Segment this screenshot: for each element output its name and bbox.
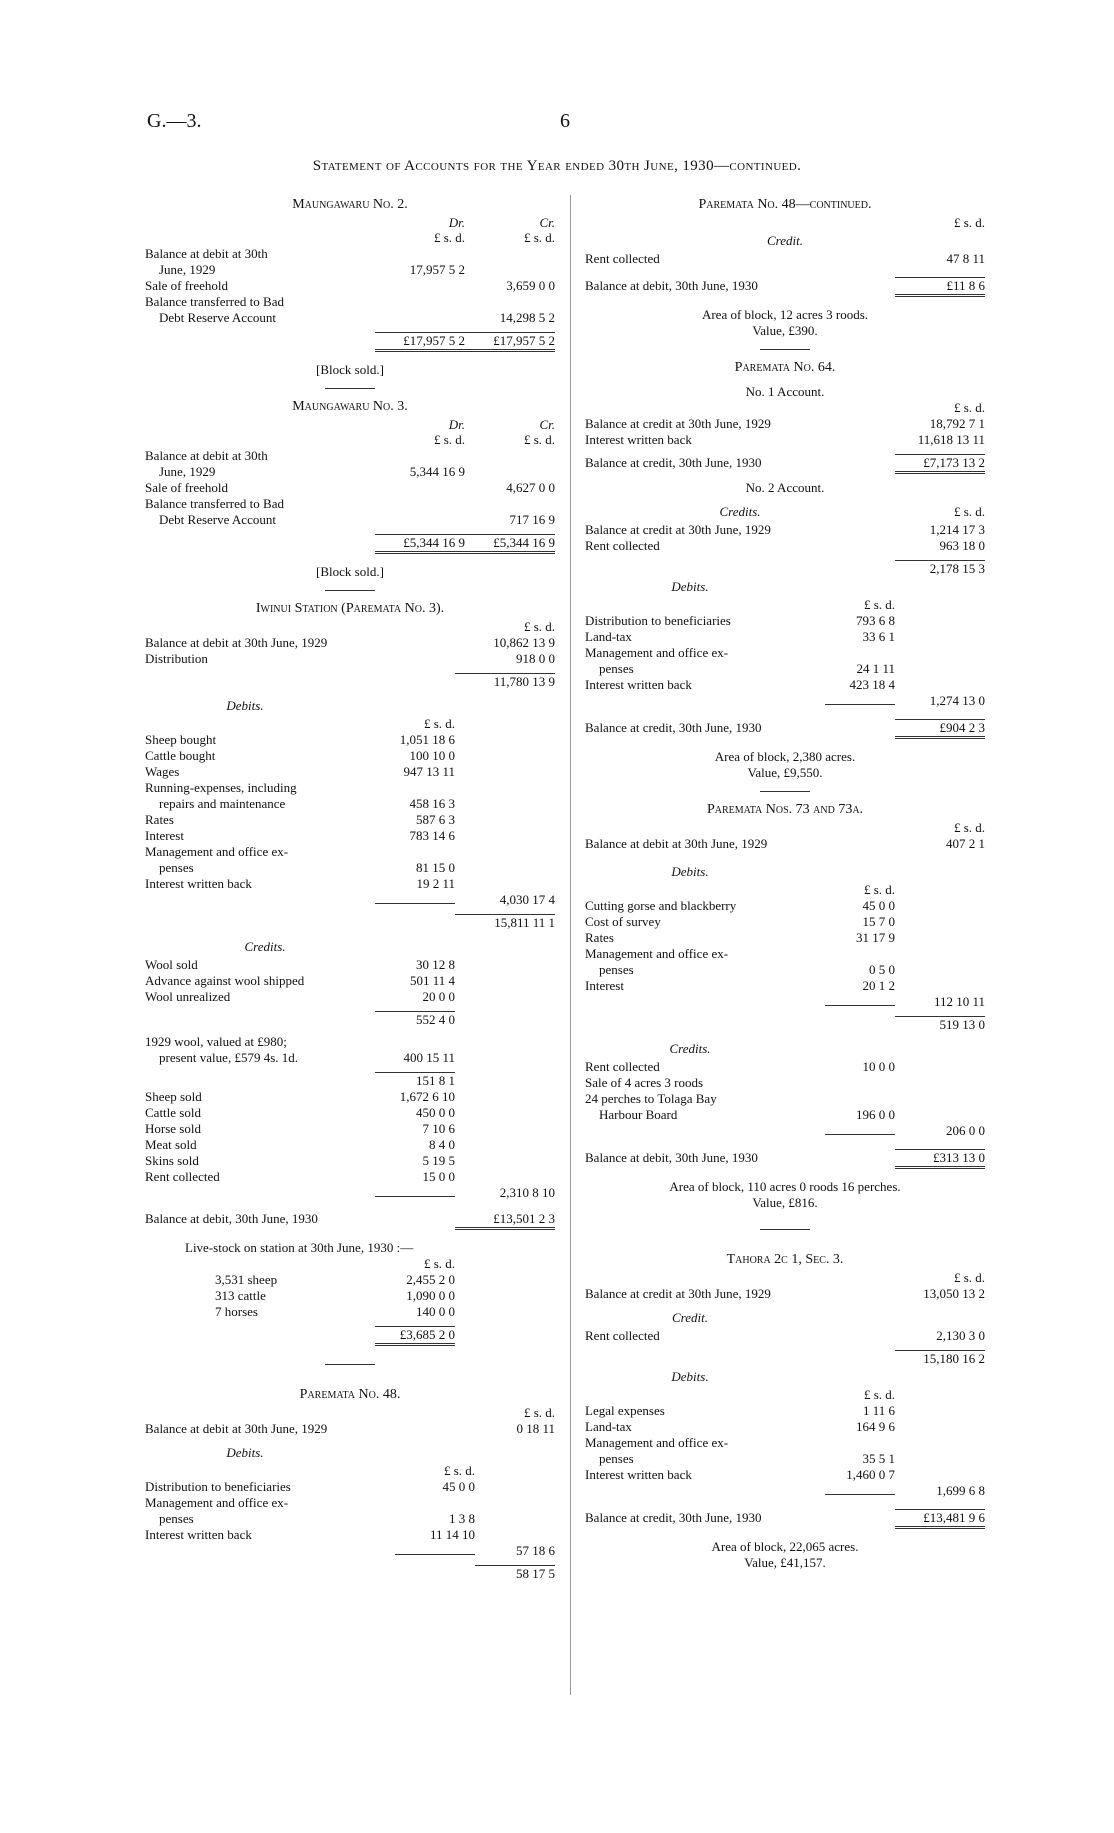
separator	[760, 349, 810, 350]
amount: 783 14 6	[409, 828, 455, 843]
row-label: Wages	[145, 764, 180, 779]
account-heading: No. 1 Account.	[745, 384, 825, 399]
row-label: Management and office ex-	[585, 645, 729, 660]
cr-heading: Cr.	[539, 417, 555, 432]
amount: 20 1 2	[862, 978, 895, 993]
subtotal: 57 18 6	[516, 1543, 555, 1558]
row-label: Interest written back	[145, 876, 252, 891]
credits-heading: Credits.	[669, 1041, 711, 1056]
row-label: Land-tax	[585, 629, 632, 644]
row-label: Meat sold	[145, 1137, 197, 1152]
ledger-row	[145, 732, 555, 748]
separator	[325, 590, 375, 591]
amount: 45 0 0	[442, 1479, 475, 1494]
currency-heading: £ s. d.	[863, 882, 895, 897]
row-label: Interest written back	[145, 1527, 252, 1542]
row-label: Distribution	[145, 651, 208, 666]
section-title: Maungawaru No. 3.	[292, 399, 408, 414]
page-number: 6	[560, 110, 570, 132]
livestock-list	[145, 1272, 555, 1320]
ledger-row	[145, 973, 555, 989]
credits-list	[145, 1089, 555, 1185]
amount: 2,455 2 0	[406, 1272, 455, 1287]
amount: 15 7 0	[862, 914, 895, 929]
row-label: Advance against wool shipped	[145, 973, 305, 988]
ledger-row	[145, 1089, 555, 1105]
amount: 400 15 11	[403, 1050, 455, 1065]
subtotal: 519 13 0	[895, 1016, 985, 1033]
amount: 10 0 0	[862, 1059, 895, 1074]
amount: 423 18 4	[849, 677, 895, 692]
currency-heading: £ s. d.	[523, 432, 555, 447]
amount: 1,672 6 10	[399, 1089, 455, 1104]
ledger-row	[585, 978, 985, 994]
row-label: Management and office ex-	[145, 1495, 289, 1510]
row-label: Cattle sold	[145, 1105, 201, 1120]
subtotal: 58 17 5	[475, 1565, 555, 1582]
amount: 587 6 3	[416, 812, 455, 827]
ledger-row	[585, 1419, 985, 1435]
column-divider	[570, 195, 571, 1695]
credits-heading: Credits.	[244, 939, 286, 954]
paremata-48-continued-section	[585, 197, 985, 350]
debits-list	[585, 613, 985, 693]
row-label: penses	[159, 1511, 194, 1526]
amount: 164 9 6	[856, 1419, 895, 1434]
row-label: Rates	[145, 812, 174, 827]
block-note: [Block sold.]	[316, 564, 384, 579]
ledger-row	[585, 1075, 985, 1091]
row-label: 24 perches to Tolaga Bay	[585, 1091, 717, 1106]
currency-heading: £ s. d.	[423, 716, 455, 731]
row-label: Management and office ex-	[585, 946, 729, 961]
amount: 501 11 4	[409, 973, 455, 988]
page-title: Statement of Accounts for the Year ended 30th June, 1930—continued.	[312, 158, 802, 174]
section-title: Tahora 2c 1, Sec. 3.	[726, 1252, 844, 1267]
row-label: Rent collected	[585, 538, 660, 553]
block-value: Value, £390.	[752, 323, 818, 338]
amount: 24 1 11	[856, 661, 895, 676]
amount: 47 8 11	[946, 251, 985, 266]
subtotal: 2,310 8 10	[499, 1185, 555, 1200]
amount: 0 18 11	[516, 1421, 555, 1436]
row-label: Balance at debit, 30th June, 1930	[585, 278, 758, 293]
closing-balance: £11 8 6	[895, 277, 985, 297]
row-label: Interest written back	[585, 432, 692, 447]
row-label: Balance at debit at 30th June, 1929	[145, 635, 328, 650]
row-label: Cattle bought	[145, 748, 216, 763]
closing-balance: £904 2 3	[895, 719, 985, 739]
credit-heading: Credit.	[767, 233, 803, 248]
row-label: Sale of 4 acres 3 roods	[585, 1075, 704, 1090]
ledger-row	[145, 957, 555, 973]
block-note: [Block sold.]	[316, 362, 384, 377]
ledger-row	[145, 780, 555, 796]
row-label: Interest	[585, 978, 624, 993]
debits-heading: Debits.	[226, 1445, 264, 1460]
row-label: Balance at credit at 30th June, 1929	[585, 522, 771, 537]
document-reference: G.—3.	[147, 110, 202, 132]
amount: 407 2 1	[946, 836, 985, 851]
ledger-row	[585, 645, 985, 661]
subtotal: 206 0 0	[946, 1123, 985, 1138]
ledger-row	[585, 898, 985, 914]
currency-heading: £ s. d.	[523, 1405, 555, 1420]
amount: 450 0 0	[416, 1105, 455, 1120]
subtotal: 15,811 11 1	[455, 914, 555, 931]
livestock-heading: Live-stock on station at 30th June, 1930 :—	[185, 1240, 414, 1255]
ledger-row	[145, 989, 555, 1005]
row-label: Balance at credit, 30th June, 1930	[585, 720, 762, 735]
amount: 17,957 5 2	[409, 262, 465, 277]
amount: 196 0 0	[856, 1107, 895, 1122]
row-label: 7 horses	[215, 1304, 258, 1319]
ledger-row	[585, 1451, 985, 1467]
ledger-row	[145, 1121, 555, 1137]
debits-heading: Debits.	[671, 579, 709, 594]
amount: 947 13 11	[403, 764, 455, 779]
section-title: Iwinui Station (Paremata No. 3).	[255, 601, 445, 616]
amount: 1,090 0 0	[406, 1288, 455, 1303]
paremata-73-section	[585, 802, 985, 1230]
amount: 1,214 17 3	[929, 522, 985, 537]
ledger-row	[145, 1304, 555, 1320]
maungawaru-3-section	[145, 399, 555, 591]
subtotal: 1,699 6 8	[936, 1483, 985, 1498]
row-label: Rent collected	[585, 251, 660, 266]
credit-heading: Credit.	[672, 1310, 708, 1325]
amount: 11 14 10	[429, 1527, 475, 1542]
row-label: Debt Reserve Account	[159, 512, 276, 527]
tahora-section	[585, 1240, 985, 1571]
ledger-row	[585, 914, 985, 930]
row-label: Wool unrealized	[145, 989, 231, 1004]
amount: 31 17 9	[856, 930, 895, 945]
total-amount: £5,344 16 9	[465, 534, 555, 554]
row-label: Balance at debit, 30th June, 1930	[585, 1150, 758, 1165]
currency-heading: £ s. d.	[953, 400, 985, 415]
amount: 3,659 0 0	[506, 278, 555, 293]
amount: 2,130 3 0	[936, 1328, 985, 1343]
section-title: Paremata No. 48.	[299, 1387, 401, 1402]
ledger-row	[585, 661, 985, 677]
debits-list	[585, 898, 985, 994]
amount: 5 19 5	[422, 1153, 455, 1168]
amount: 13,050 13 2	[923, 1286, 985, 1301]
row-label: Balance transferred to Bad	[145, 496, 284, 511]
credits-list	[145, 957, 555, 1005]
amount: 1,460 0 7	[846, 1467, 895, 1482]
amount: 963 18 0	[939, 538, 985, 553]
section-title: Paremata Nos. 73 and 73a.	[706, 802, 864, 817]
row-label: present value, £579 4s. 1d.	[159, 1050, 299, 1065]
block-area: Area of block, 22,065 acres.	[711, 1539, 859, 1554]
amount: 14,298 5 2	[499, 310, 555, 325]
row-label: penses	[599, 962, 634, 977]
maungawaru-2-section	[145, 197, 555, 389]
row-label: Balance at credit at 30th June, 1929	[585, 416, 771, 431]
amount: 15 0 0	[422, 1169, 455, 1184]
ledger-row	[585, 1467, 985, 1483]
debits-heading: Debits.	[671, 1369, 709, 1384]
ledger-row	[585, 962, 985, 978]
closing-balance: £13,501 2 3	[455, 1211, 555, 1230]
currency-heading: £ s. d.	[433, 230, 465, 245]
row-label: Legal expenses	[585, 1403, 665, 1418]
debits-list	[145, 1479, 555, 1543]
ledger-row	[145, 828, 555, 844]
paremata-48-section	[145, 1375, 555, 1582]
ledger-row	[145, 1527, 555, 1543]
row-label: Rates	[585, 930, 614, 945]
row-label: Distribution to beneficiaries	[585, 613, 731, 628]
dr-heading: Dr.	[448, 215, 465, 230]
amount: 918 0 0	[516, 651, 555, 666]
row-label: Sheep sold	[145, 1089, 202, 1104]
subtotal: 151 8 1	[375, 1072, 455, 1089]
separator	[325, 388, 375, 389]
row-label: 3,531 sheep	[215, 1272, 278, 1287]
row-label: penses	[159, 860, 194, 875]
amount: 45 0 0	[862, 898, 895, 913]
ledger-row	[145, 1105, 555, 1121]
closing-balance: £13,481 9 6	[895, 1509, 985, 1529]
ledger-row	[145, 764, 555, 780]
row-label: Management and office ex-	[585, 1435, 729, 1450]
row-label: Balance at debit at 30th	[145, 246, 268, 261]
ledger-row	[585, 629, 985, 645]
debits-heading: Debits.	[671, 864, 709, 879]
right-column	[585, 195, 985, 1571]
ledger-row	[585, 1107, 985, 1123]
amount: 33 6 1	[862, 629, 895, 644]
row-label: Cost of survey	[585, 914, 661, 929]
credits-list	[585, 1059, 985, 1123]
ledger-row	[145, 748, 555, 764]
amount: 20 0 0	[422, 989, 455, 1004]
amount: 717 16 9	[509, 512, 555, 527]
row-label: Distribution to beneficiaries	[145, 1479, 291, 1494]
subtotal: 552 4 0	[375, 1011, 455, 1028]
row-label: Rent collected	[585, 1328, 660, 1343]
credits-heading: Credits.	[719, 504, 761, 519]
row-label: Balance at credit, 30th June, 1930	[585, 455, 762, 470]
debits-heading: Debits.	[226, 698, 264, 713]
row-label: Interest written back	[585, 1467, 692, 1482]
amount: 4,627 0 0	[506, 480, 555, 495]
subtotal: 112 10 11	[933, 994, 985, 1009]
row-label: Sale of freehold	[145, 480, 229, 495]
currency-heading: £ s. d.	[433, 432, 465, 447]
dr-heading: Dr.	[448, 417, 465, 432]
account-heading: No. 2 Account.	[745, 480, 825, 495]
amount: 1,051 18 6	[399, 732, 455, 747]
currency-heading: £ s. d.	[523, 230, 555, 245]
ledger-row	[145, 876, 555, 892]
row-label: Harbour Board	[599, 1107, 678, 1122]
currency-heading: £ s. d.	[443, 1463, 475, 1478]
row-label: Balance at credit at 30th June, 1929	[585, 1286, 771, 1301]
ledger-row	[585, 930, 985, 946]
row-label: Management and office ex-	[145, 844, 289, 859]
amount: 5,344 16 9	[409, 464, 465, 479]
row-label: Rent collected	[585, 1059, 660, 1074]
ledger-row	[585, 677, 985, 693]
amount: 1 3 8	[449, 1511, 475, 1526]
section-title: Maungawaru No. 2.	[292, 197, 408, 212]
amount: 11,618 13 11	[917, 432, 985, 447]
currency-heading: £ s. d.	[953, 820, 985, 835]
amount: 81 15 0	[416, 860, 455, 875]
ledger-row	[145, 1137, 555, 1153]
debits-list	[585, 1403, 985, 1483]
amount: 19 2 11	[416, 876, 455, 891]
amount: 35 5 1	[862, 1451, 895, 1466]
debits-list	[145, 732, 555, 892]
block-value: Value, £816.	[752, 1195, 818, 1210]
row-label: Wool sold	[145, 957, 198, 972]
amount: 140 0 0	[416, 1304, 455, 1319]
row-label: Running-expenses, including	[145, 780, 297, 795]
amount: 458 16 3	[409, 796, 455, 811]
subtotal: 15,180 16 2	[895, 1350, 985, 1367]
row-label: June, 1929	[159, 464, 216, 479]
amount: 1 11 6	[862, 1403, 895, 1418]
row-label: Balance at debit at 30th June, 1929	[585, 836, 768, 851]
row-label: Balance at debit at 30th	[145, 448, 268, 463]
livestock-total: £3,685 2 0	[375, 1326, 455, 1346]
amount: 793 6 8	[856, 613, 895, 628]
currency-heading: £ s. d.	[863, 1387, 895, 1402]
currency-heading: £ s. d.	[953, 504, 985, 519]
row-label: June, 1929	[159, 262, 216, 277]
amount: 18,792 7 1	[929, 416, 985, 431]
amount: 7 10 6	[422, 1121, 455, 1136]
amount: 30 12 8	[416, 957, 455, 972]
row-label: repairs and maintenance	[159, 796, 286, 811]
subtotal: 4,030 17 4	[499, 892, 555, 907]
row-label: penses	[599, 661, 634, 676]
ledger-row	[585, 1091, 985, 1107]
ledger-row	[145, 1479, 555, 1495]
ledger-row	[585, 613, 985, 629]
row-label: 313 cattle	[215, 1288, 266, 1303]
row-label: Sheep bought	[145, 732, 217, 747]
ledger-row	[145, 1153, 555, 1169]
ledger-row	[145, 1169, 555, 1185]
currency-heading: £ s. d.	[953, 1270, 985, 1285]
currency-heading: £ s. d.	[423, 1256, 455, 1271]
total-amount: £17,957 5 2	[465, 332, 555, 352]
ledger-row	[145, 796, 555, 812]
row-label: Interest	[145, 828, 184, 843]
separator	[760, 791, 810, 792]
subtotal: 11,780 13 9	[455, 673, 555, 690]
closing-balance: £313 13 0	[895, 1149, 985, 1169]
ledger-row	[145, 812, 555, 828]
block-area: Area of block, 2,380 acres.	[714, 749, 856, 764]
closing-balance: £7,173 13 2	[895, 454, 985, 474]
row-label: Rent collected	[145, 1169, 220, 1184]
currency-heading: £ s. d.	[953, 215, 985, 230]
ledger-row	[145, 844, 555, 860]
ledger-row	[585, 1435, 985, 1451]
row-label: Land-tax	[585, 1419, 632, 1434]
row-label: Balance transferred to Bad	[145, 294, 284, 309]
amount: 100 10 0	[409, 748, 455, 763]
ledger-row	[145, 1272, 555, 1288]
separator	[760, 1229, 810, 1230]
row-label: Interest written back	[585, 677, 692, 692]
row-label: Balance at debit, 30th June, 1930	[145, 1211, 318, 1226]
ledger-row	[585, 946, 985, 962]
subtotal: 1,274 13 0	[929, 693, 985, 708]
ledger-row	[585, 1403, 985, 1419]
paremata-64-section	[585, 360, 985, 792]
ledger-row	[145, 1288, 555, 1304]
row-label: Skins sold	[145, 1153, 199, 1168]
separator	[325, 1364, 375, 1365]
total-amount: £17,957 5 2	[375, 332, 465, 352]
currency-heading: £ s. d.	[523, 619, 555, 634]
block-value: Value, £41,157.	[744, 1555, 826, 1570]
ledger-row	[145, 1511, 555, 1527]
amount: 10,862 13 9	[493, 635, 555, 650]
ledger-row	[145, 860, 555, 876]
row-label: Debt Reserve Account	[159, 310, 276, 325]
currency-heading: £ s. d.	[863, 597, 895, 612]
ledger-row	[585, 1059, 985, 1075]
amount: 8 4 0	[429, 1137, 455, 1152]
iwinui-station-section	[145, 601, 555, 1365]
row-label: 1929 wool, valued at £980;	[145, 1034, 287, 1049]
row-label: Sale of freehold	[145, 278, 229, 293]
row-label: Balance at debit at 30th June, 1929	[145, 1421, 328, 1436]
cr-heading: Cr.	[539, 215, 555, 230]
total-amount: £5,344 16 9	[375, 534, 465, 554]
section-title: Paremata No. 64.	[734, 360, 836, 375]
row-label: Cutting gorse and blackberry	[585, 898, 737, 913]
subtotal: 2,178 15 3	[895, 560, 985, 577]
row-label: Horse sold	[145, 1121, 201, 1136]
row-label: Balance at credit, 30th June, 1930	[585, 1510, 762, 1525]
block-area: Area of block, 12 acres 3 roods.	[701, 307, 869, 322]
row-label: penses	[599, 1451, 634, 1466]
block-value: Value, £9,550.	[747, 765, 823, 780]
ledger-row	[145, 1495, 555, 1511]
section-title: Paremata No. 48—continued.	[698, 197, 872, 212]
left-column	[145, 195, 555, 1582]
block-area: Area of block, 110 acres 0 roods 16 perches.	[669, 1179, 901, 1194]
amount: 0 5 0	[869, 962, 895, 977]
